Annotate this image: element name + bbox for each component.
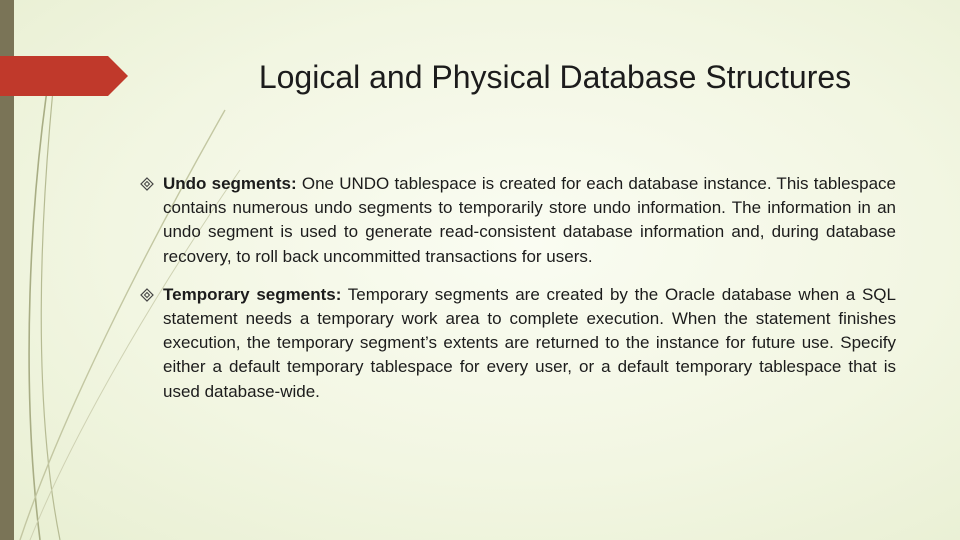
diamond-outline-icon	[140, 288, 154, 302]
bullet-term: Temporary segments:	[163, 284, 342, 304]
bullet-text: Temporary segments are created by the Oracle database when a SQL statement needs a temporary work area to complete execution. When the statement finishes execution, the temporary segment’s extents are returned to the instance for future use. Specify either a default temporary tablespace for every user, or a default temporary tablespace that is used database-wide.	[163, 284, 896, 401]
bullet-temporary-segments	[140, 283, 896, 404]
bullet-term: Undo segments:	[163, 174, 297, 193]
bullet-undo-segments	[140, 172, 896, 269]
diamond-outline-icon	[140, 177, 154, 191]
slide-title: Logical and Physical Database Structures	[258, 59, 852, 95]
bullet-text: One UNDO tablespace is created for each database instance. This tablespace contains numerous undo segments to temporarily store undo information. The information in an undo segment is used to generate read-consistent database information and, during database recovery, to roll back uncommitted transactions for users.	[163, 174, 896, 266]
bullet-list	[140, 172, 896, 418]
accent-tab	[0, 56, 130, 96]
